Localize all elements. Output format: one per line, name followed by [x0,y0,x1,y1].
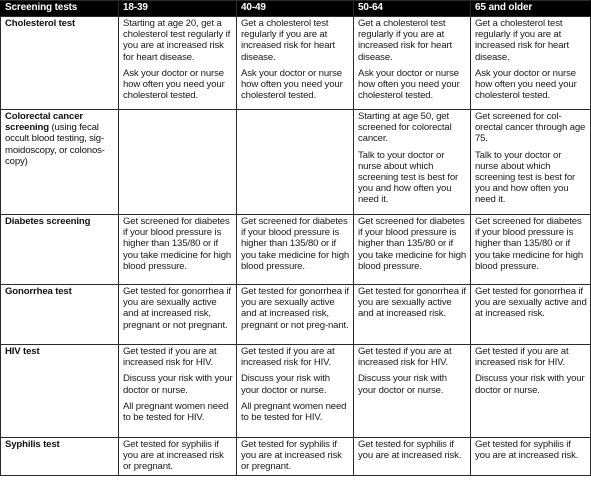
recommendation-text: Get tested for gonorrhea if you are sexually active and at increased risk, pregnant or not pregnant. [123,286,231,331]
test-name: Syphilis test [5,439,60,450]
recommendation-cell-50-64 [354,285,471,345]
recommendation-text: Get tested if you are at increased risk for HIV. [241,346,335,369]
header-age-50-64: 50-64 [354,1,471,17]
recommendation-cell-50-64 [354,438,471,476]
recommendation-text: Get tested if you are at increased risk for HIV. [475,346,569,369]
recommendation-cell-18-39 [119,285,237,345]
test-name-cell [1,285,119,345]
recommendation-text: All pregnant women need to be tested for HIV. [241,400,347,424]
recommendation-text: Discuss your risk with your doctor or nurse. [475,373,585,396]
header-row [1,1,591,17]
recommendation-text: Get tested if you are at increased risk for HIV. [123,346,217,369]
test-name: Colorectal cancer screening [5,111,83,134]
header-age-18-39: 18-39 [119,1,237,17]
table-row-gonorrhea [1,285,591,345]
header-screening-tests: Screening tests [1,1,119,17]
recommendation-cell-65-and-older [471,345,591,438]
recommendation-cell-65-and-older [471,438,591,476]
recommendation-cell-65-and-older [471,17,591,110]
recommendation-text: Get tested for syphilis if you are at increased risk. [475,439,579,462]
recommendation-cell-18-39 [119,438,237,476]
recommendation-cell-50-64 [354,17,471,110]
test-name-cell [1,110,119,215]
recommendation-text: Get screened for diabetes if your blood pressure is higher than 135/80 or if you take medicine for high blood pressure. [123,216,232,272]
recommendation-cell-50-64 [354,110,471,215]
table-row-hiv [1,345,591,438]
table-row-colorectal-cancer [1,110,591,215]
recommendation-text: Ask your doctor or nurse how often you need your cholesterol tested. [358,67,460,102]
recommendation-text: Get a cholesterol test regularly if you are at increased risk for heart disease. [358,18,452,63]
recommendation-text: Get tested if you are at increased risk for HIV. [358,346,452,369]
recommendation-text: Get screened for diabetes if your blood pressure is higher than 135/80 or if you take medicine for high blood pressure. [241,216,350,272]
recommendation-text: Get tested for syphilis if you are at increased risk or pregnant. [123,439,224,473]
recommendation-text: Get tested for gonorrhea if you are sexually active and at increased risk, pregnant or not preg-nant. [241,286,349,331]
recommendation-text: Get screened for diabetes if your blood pressure is higher than 135/80 or if you take medicine for high blood pressure. [475,216,584,272]
recommendation-text: Ask your doctor or nurse how often you need your cholesterol tested. [241,67,343,102]
recommendation-text: Ask your doctor or nurse how often you need your cholesterol tested. [123,67,225,102]
recommendation-text: Get screened for diabetes if your blood pressure is higher than 135/80 or if you take medicine for high blood pressure. [358,216,467,272]
table-row-diabetes [1,215,591,285]
test-name-cell [1,215,119,285]
test-name-cell [1,17,119,110]
recommendation-cell-50-64 [354,215,471,285]
recommendation-cell-65-and-older [471,110,591,215]
recommendation-text: Talk to your doctor or nurse about which screening test is best for you and how often you need it. [358,149,459,206]
recommendation-cell-40-49 [237,215,354,285]
recommendation-text: Discuss your risk with your doctor or nurse. [241,373,330,396]
test-name: Cholesterol test [5,18,76,29]
recommendation-text: All pregnant women need to be tested for HIV. [123,400,229,424]
header-age-65-and-older: 65 and older [471,1,591,17]
test-name-cell [1,345,119,438]
table-row-syphilis [1,438,591,476]
recommendation-text: Get tested for gonorrhea if you are sexually active and at increased risk. [358,286,466,320]
recommendation-text: Get screened for col-orectal cancer through age 75. [475,111,586,145]
test-name: Diabetes screening [5,216,91,227]
test-name-cell [1,438,119,476]
header-age-40-49: 40-49 [237,1,354,17]
recommendation-text: Discuss your risk with your doctor or nurse. [123,373,233,396]
recommendation-cell-40-49 [237,345,354,438]
recommendation-cell-18-39 [119,345,237,438]
recommendation-cell-40-49 [237,285,354,345]
test-name-detail: (using fecal occult blood testing, sig-moidoscopy, or colonos-copy) [5,122,105,167]
recommendation-cell-18-39 [119,110,237,215]
recommendation-text: Discuss your risk with your doctor or nurse. [358,373,447,396]
test-name: HIV test [5,346,40,357]
recommendation-text: Get a cholesterol test regularly if you are at increased risk for heart disease. [241,18,335,63]
recommendation-text: Starting at age 20, get a cholesterol test regularly if you are at increased risk for heart disease. [123,18,231,63]
recommendation-cell-50-64 [354,345,471,438]
recommendation-cell-65-and-older [471,215,591,285]
recommendation-text: Get tested for syphilis if you are at increased risk. [358,439,462,462]
recommendation-text: Get tested for gonorrhea if you are sexually active and at increased risk. [475,286,587,320]
table-row-cholesterol [1,17,591,110]
recommendation-cell-18-39 [119,17,237,110]
recommendation-text: Talk to your doctor or nurse about which screening test is best for you and how often you need it. [475,149,576,206]
recommendation-cell-40-49 [237,17,354,110]
recommendation-text: Get a cholesterol test regularly if you are at increased risk for heart disease. [475,18,569,63]
recommendation-text: Starting at age 50, get screened for colorectal cancer. [358,111,452,145]
recommendation-cell-65-and-older [471,285,591,345]
recommendation-cell-18-39 [119,215,237,285]
table-body [1,17,591,476]
recommendation-text: Ask your doctor or nurse how often you need your cholesterol tested. [475,67,577,102]
recommendation-cell-40-49 [237,438,354,476]
test-name: Gonorrhea test [5,286,72,297]
recommendation-text: Get tested for syphilis if you are at increased risk or pregnant. [241,439,342,473]
table-header [1,1,591,17]
recommendation-cell-40-49 [237,110,354,215]
